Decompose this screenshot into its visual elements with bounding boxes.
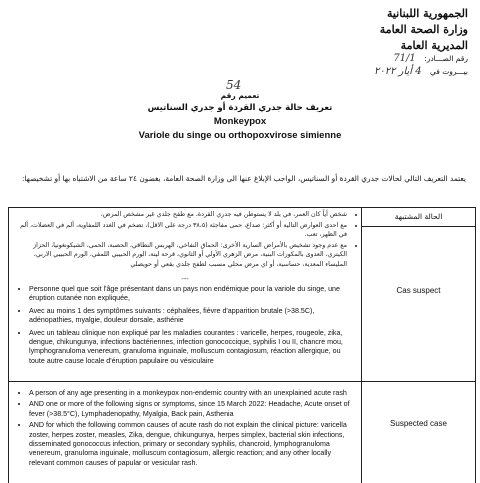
arabic-criterion: • شخص أياً كان العمر، في بلد لا يستوطن فيه جدري القردة، مع طفح جلدي غير مشخص المرض، [15,210,347,220]
title-block [0,90,480,143]
circular-number: 54 [226,78,242,92]
ref-value: 71/1 [393,53,416,64]
place-date-label: بيـــروت في [430,67,468,76]
intro-paragraph: يعتمد التعريف التالي لحالات جدري القردة أو السناتيس، الواجب الإبلاغ عنها الى وزارة الصحة العامة، بغضون ٢٤ ساعة من الاشتباه بها أو تشخيصها: [21,174,466,183]
arabic-criteria [15,210,355,270]
french-criterion: • Personne quel que soit l'âge présentant dans un pays non endémique pour la variole du singe, une éruption cutanée non expliquée, [29,285,355,304]
english-criterion: • A person of any age presenting in a monkeypox non-endemic country with an unexplained acute rash [29,389,355,398]
header-line-ministry: وزارة الصحة العامة [379,23,468,36]
row-divider [9,381,475,382]
arabic-title: تعريف حالة جدري القردة أو جدري السناتيس [147,103,333,113]
circular-label: تعميم رقم [220,91,260,100]
english-criterion: • AND one or more of the following signs or symptoms, since 15 March 2022: Headache, Acute onset of fever (>38.5°C), Lymphadenopathy, Myalgia, Back pain, Asthenia [29,400,355,419]
french-title: Variole du singe ou orthopoxvirose simienne [138,130,342,141]
header-line-directorate: المديرية العامة [400,39,468,52]
french-criterion: • Avec un tableau clinique non expliqué par les maladies courantes : varicelle, herpes, rougeole, zika, dengue, chikungunya, infections bactériennes, infection gonococcique, syphilis I ou II, chancre mou, lymphogranuloma venereum, granuloma inguinale, molluscum contagiosum, réaction allergique, ou toute autre cause locale d'éruption papulaire ou vésiculaire [29,329,355,367]
column-divider [361,208,362,483]
header-cell-suspected-ar: الحالة المشتبهة [362,208,475,227]
separator: --- [181,275,189,283]
reference-block [374,52,468,78]
english-criteria [17,389,355,470]
arabic-criterion: • مع احدى العوارض التالية أو أكثر: صداع، حمى مفاجئة (٣٨،٥ درجة على الاقل)، تضخم في الغدد اللمفاوية، ألم في العضلات، ألم في الظهر، تعب. [15,221,347,240]
header-line-republic: الجمهورية اللبنانية [386,7,468,20]
arabic-criterion: • مع عدم وجود تشخيص بالأمراض السارية الأخرى: الحماق النفاخي، الهربس النطاقي، الحصبة، الحمى، الشيكونغونيا، الحزاز الكيتري، العدوى بالمكورات البنية، مرض الزهري الأولي أو الثانوي، قرحة لينة، الورم الحبيبي اللمفي، الورم الحبيبي الاربي، المليساء المعدية، حساسية، أو اي مرض محلي مسبب لطفح جلدي بقعي أو حويصلي [15,241,347,270]
english-criterion: • AND for which the following common causes of acute rash do not explain the clinical picture: varicella zoster, herpes zoster, measles, Zika, dengue, chikungunya, herpes simplex, bacterial skin infections, disseminated gonococcus infection, primary or secondary syphilis, chancroid, lymphogranuloma venereum, granuloma inguinale, molluscum contagiosum, allergic reaction; and any other locally relevant common causes of papular or vesicular rash. [29,421,355,468]
ministry-header [380,6,468,54]
english-title: Monkeypox [213,116,267,127]
date-value: 4 أيار ٢٠٢٢ [373,66,422,77]
case-definition-table [8,207,476,483]
french-criterion: • Avec au moins 1 des symptômes suivants : céphalées, fièvre d'apparition brutale (>38.5C), adénopathies, myalgie, douleur dorsale, asthénie [29,307,355,326]
french-criteria [17,285,355,369]
ref-label: رقم الصـــادر: [424,54,468,63]
label-cas-suspect: Cas suspect [396,286,441,295]
label-suspected-case: Suspected case [390,419,447,428]
